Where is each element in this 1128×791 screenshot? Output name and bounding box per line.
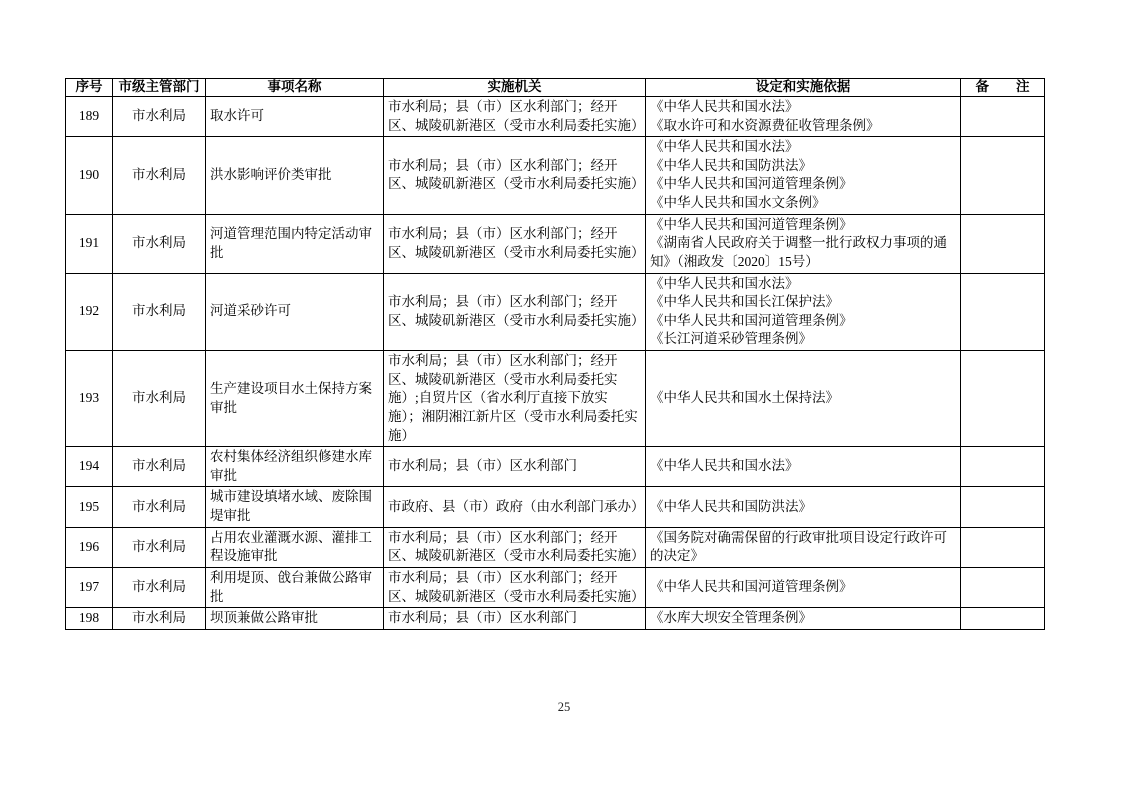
basis-line: 《中华人民共和国水法》: [650, 458, 799, 474]
basis-line: 《国务院对确需保留的行政审批项目设定行政许可的决定》: [650, 529, 947, 564]
cell-department: 市水利局: [113, 351, 206, 447]
cell-item-name: 坝顶兼做公路审批: [206, 608, 384, 630]
cell-department: 市水利局: [113, 214, 206, 273]
cell-department: 市水利局: [113, 96, 206, 136]
page-number: 25: [557, 700, 571, 714]
table-row: [66, 527, 1045, 567]
cell-seq: 189: [66, 96, 113, 136]
cell-implementing-agency: 市水利局；县（市）区水利部门；经开区、城陵矶新港区（受市水利局委托实施）: [384, 273, 646, 351]
cell-department: 市水利局: [113, 527, 206, 567]
basis-line: 《中华人民共和国水法》: [650, 275, 799, 291]
basis-line: 《中华人民共和国河道管理条例》: [650, 216, 853, 232]
basis-line: 《长江河道采砂管理条例》: [650, 331, 812, 347]
cell-seq: 194: [66, 447, 113, 487]
cell-basis: [646, 527, 961, 567]
cell-remark: [961, 137, 1045, 215]
cell-item-name: 农村集体经济组织修建水库审批: [206, 447, 384, 487]
table-body: [66, 96, 1045, 629]
cell-seq: 197: [66, 567, 113, 607]
cell-implementing-agency: 市水利局；县（市）区水利部门；经开区、城陵矶新港区（受市水利局委托实施）: [384, 137, 646, 215]
cell-seq: 190: [66, 137, 113, 215]
approval-items-table: [65, 78, 1045, 630]
cell-basis: [646, 608, 961, 630]
cell-item-name: 河道采砂许可: [206, 273, 384, 351]
cell-seq: 198: [66, 608, 113, 630]
cell-item-name: 河道管理范围内特定活动审批: [206, 214, 384, 273]
table-row: [66, 273, 1045, 351]
cell-department: 市水利局: [113, 137, 206, 215]
cell-basis: [646, 447, 961, 487]
table-row: [66, 351, 1045, 447]
basis-line: 《中华人民共和国长江保护法》: [650, 294, 839, 310]
cell-basis: [646, 137, 961, 215]
cell-remark: [961, 214, 1045, 273]
cell-implementing-agency: 市水利局；县（市）区水利部门；经开区、城陵矶新港区（受市水利局委托实施）;自贸片区（省水利厅直接下放实施）；湘阴湘江新片区（受市水利局委托实施）: [384, 351, 646, 447]
basis-line: 《水库大坝安全管理条例》: [650, 610, 812, 626]
cell-department: 市水利局: [113, 487, 206, 527]
col-header-dept: 市级主管部门: [113, 79, 206, 97]
cell-seq: 195: [66, 487, 113, 527]
basis-line: 《取水许可和水资源费征收管理条例》: [650, 117, 880, 133]
header-row: [66, 79, 1045, 97]
cell-seq: 193: [66, 351, 113, 447]
cell-implementing-agency: 市水利局；县（市）区水利部门；经开区、城陵矶新港区（受市水利局委托实施）: [384, 96, 646, 136]
cell-implementing-agency: 市水利局；县（市）区水利部门；经开区、城陵矶新港区（受市水利局委托实施）: [384, 567, 646, 607]
cell-remark: [961, 447, 1045, 487]
cell-remark: [961, 273, 1045, 351]
col-header-name: 事项名称: [206, 79, 384, 97]
cell-basis: [646, 351, 961, 447]
cell-department: 市水利局: [113, 273, 206, 351]
cell-implementing-agency: 市水利局；县（市）区水利部门: [384, 447, 646, 487]
cell-department: 市水利局: [113, 608, 206, 630]
cell-department: 市水利局: [113, 447, 206, 487]
col-header-basis: 设定和实施依据: [646, 79, 961, 97]
table-row: [66, 567, 1045, 607]
cell-basis: [646, 214, 961, 273]
basis-line: 《中华人民共和国河道管理条例》: [650, 312, 853, 328]
basis-line: 《中华人民共和国防洪法》: [650, 157, 812, 173]
col-header-agency: 实施机关: [384, 79, 646, 97]
cell-seq: 192: [66, 273, 113, 351]
table-row: [66, 487, 1045, 527]
cell-item-name: 取水许可: [206, 96, 384, 136]
table-row: [66, 137, 1045, 215]
cell-basis: [646, 487, 961, 527]
basis-line: 《湖南省人民政府关于调整一批行政权力事项的通知》（湘政发〔2020〕15号）: [650, 235, 947, 269]
col-header-seq: 序号: [66, 79, 113, 97]
cell-basis: [646, 273, 961, 351]
col-header-remark: 备 注: [961, 79, 1045, 97]
cell-implementing-agency: 市水利局；县（市）区水利部门: [384, 608, 646, 630]
table-row: [66, 96, 1045, 136]
basis-line: 《中华人民共和国防洪法》: [650, 498, 812, 514]
cell-remark: [961, 487, 1045, 527]
cell-remark: [961, 567, 1045, 607]
cell-remark: [961, 608, 1045, 630]
cell-department: 市水利局: [113, 567, 206, 607]
cell-seq: 191: [66, 214, 113, 273]
cell-item-name: 生产建设项目水土保持方案审批: [206, 351, 384, 447]
table-row: [66, 608, 1045, 630]
cell-implementing-agency: 市水利局；县（市）区水利部门；经开区、城陵矶新港区（受市水利局委托实施）: [384, 527, 646, 567]
cell-item-name: 利用堤顶、戗台兼做公路审批: [206, 567, 384, 607]
cell-item-name: 洪水影响评价类审批: [206, 137, 384, 215]
cell-remark: [961, 96, 1045, 136]
basis-line: 《中华人民共和国河道管理条例》: [650, 579, 853, 595]
cell-implementing-agency: 市水利局；县（市）区水利部门；经开区、城陵矶新港区（受市水利局委托实施）: [384, 214, 646, 273]
table-row: [66, 447, 1045, 487]
basis-line: 《中华人民共和国水法》: [650, 139, 799, 155]
cell-basis: [646, 567, 961, 607]
basis-line: 《中华人民共和国河道管理条例》: [650, 176, 853, 192]
basis-line: 《中华人民共和国水法》: [650, 98, 799, 114]
basis-line: 《中华人民共和国水文条例》: [650, 195, 826, 210]
cell-remark: [961, 351, 1045, 447]
cell-seq: 196: [66, 527, 113, 567]
basis-line: 《中华人民共和国水土保持法》: [650, 390, 839, 406]
cell-remark: [961, 527, 1045, 567]
cell-implementing-agency: 市政府、县（市）政府（由水利部门承办）: [384, 487, 646, 527]
table-row: [66, 214, 1045, 273]
cell-item-name: 占用农业灌溉水源、灌排工程设施审批: [206, 527, 384, 567]
cell-basis: [646, 96, 961, 136]
cell-item-name: 城市建设填堵水域、废除围堤审批: [206, 487, 384, 527]
